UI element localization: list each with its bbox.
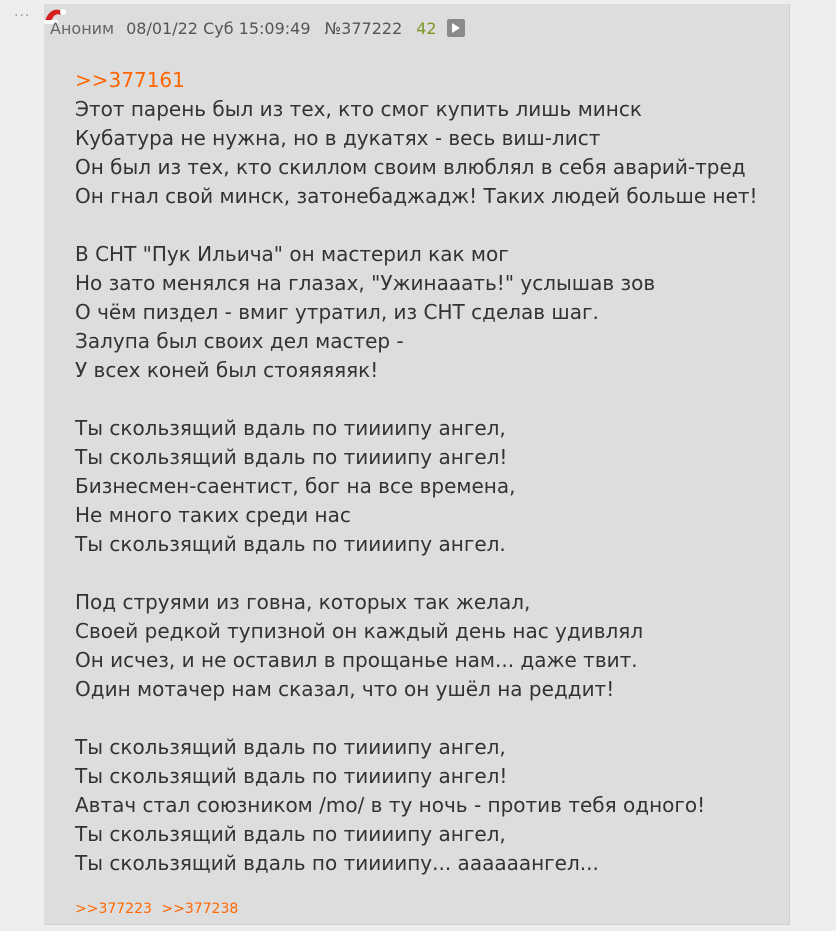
post-line: Ты скользящий вдаль по тиииипу ангел! [75,764,508,788]
blank-line [75,211,787,240]
post-line: Ты скользящий вдаль по тиииипу ангел! [75,445,508,469]
post-line: Своей редкой тупизной он каждый день нас удивлял [75,619,644,643]
post-line: Он исчез, и не оставил в прощанье нам... даже твит. [75,648,638,672]
reply-to-link[interactable]: >>377161 [75,68,185,92]
post-line: Но зато менялся на глазах, "Ужинааать!" услышав зов [75,271,656,295]
post-replies [75,901,243,917]
blank-line [75,385,787,414]
play-icon[interactable] [447,19,465,37]
post-author: Аноним [50,18,115,38]
post [44,4,790,925]
post-menu-icon[interactable]: ··· [14,8,31,24]
post-text [75,95,787,878]
post-date: 08/01/22 Суб 15:09:49 [126,18,311,38]
post-line: О чём пиздел - вмиг утратил, из СНТ сделав шаг. [75,300,599,324]
post-line: Ты скользящий вдаль по тиииипу ангел. [75,532,506,556]
post-line: Ты скользящий вдаль по тиииипу... аааааангел... [75,851,599,875]
post-line: Не много таких среди нас [75,503,351,527]
post-line: Этот парень был из тех, кто смог купить лишь минск [75,97,642,121]
post-line: Он гнал свой минск, затонебаджадж! Таких людей больше нет! [75,184,758,208]
post-line: Залупа был своих дел мастер - [75,329,404,353]
blank-line [75,559,787,588]
post-line: В СНТ "Пук Ильича" он мастерил как мог [75,242,509,266]
reply-link[interactable]: >>377223 [75,901,152,917]
post-line: Автач стал союзником /mo/ в ту ночь - против тебя одного! [75,793,706,817]
post-line: Один мотачер нам сказал, что он ушёл на реддит! [75,677,615,701]
post-line: Ты скользящий вдаль по тиииипу ангел, [75,416,506,440]
post-line: Ты скользящий вдаль по тиииипу ангел, [75,822,506,846]
post-line: Ты скользящий вдаль по тиииипу ангел, [75,735,506,759]
reply-link[interactable]: >>377238 [161,901,239,917]
post-body [75,66,787,878]
post-line: Кубатура не нужна, но в дукатях - весь виш-лист [75,126,601,150]
post-line: Бизнесмен-саентист, бог на все времена, [75,474,516,498]
post-line: У всех коней был стояяяяяк! [75,358,379,382]
post-count: 42 [416,18,437,38]
post-number[interactable]: №377222 [324,18,403,38]
post-line: Он был из тех, кто скиллом своим влюблял в себя аварий-тред [75,155,746,179]
post-header [50,18,465,38]
post-line: Под струями из говна, которых так желал, [75,590,531,614]
blank-line [75,704,787,733]
